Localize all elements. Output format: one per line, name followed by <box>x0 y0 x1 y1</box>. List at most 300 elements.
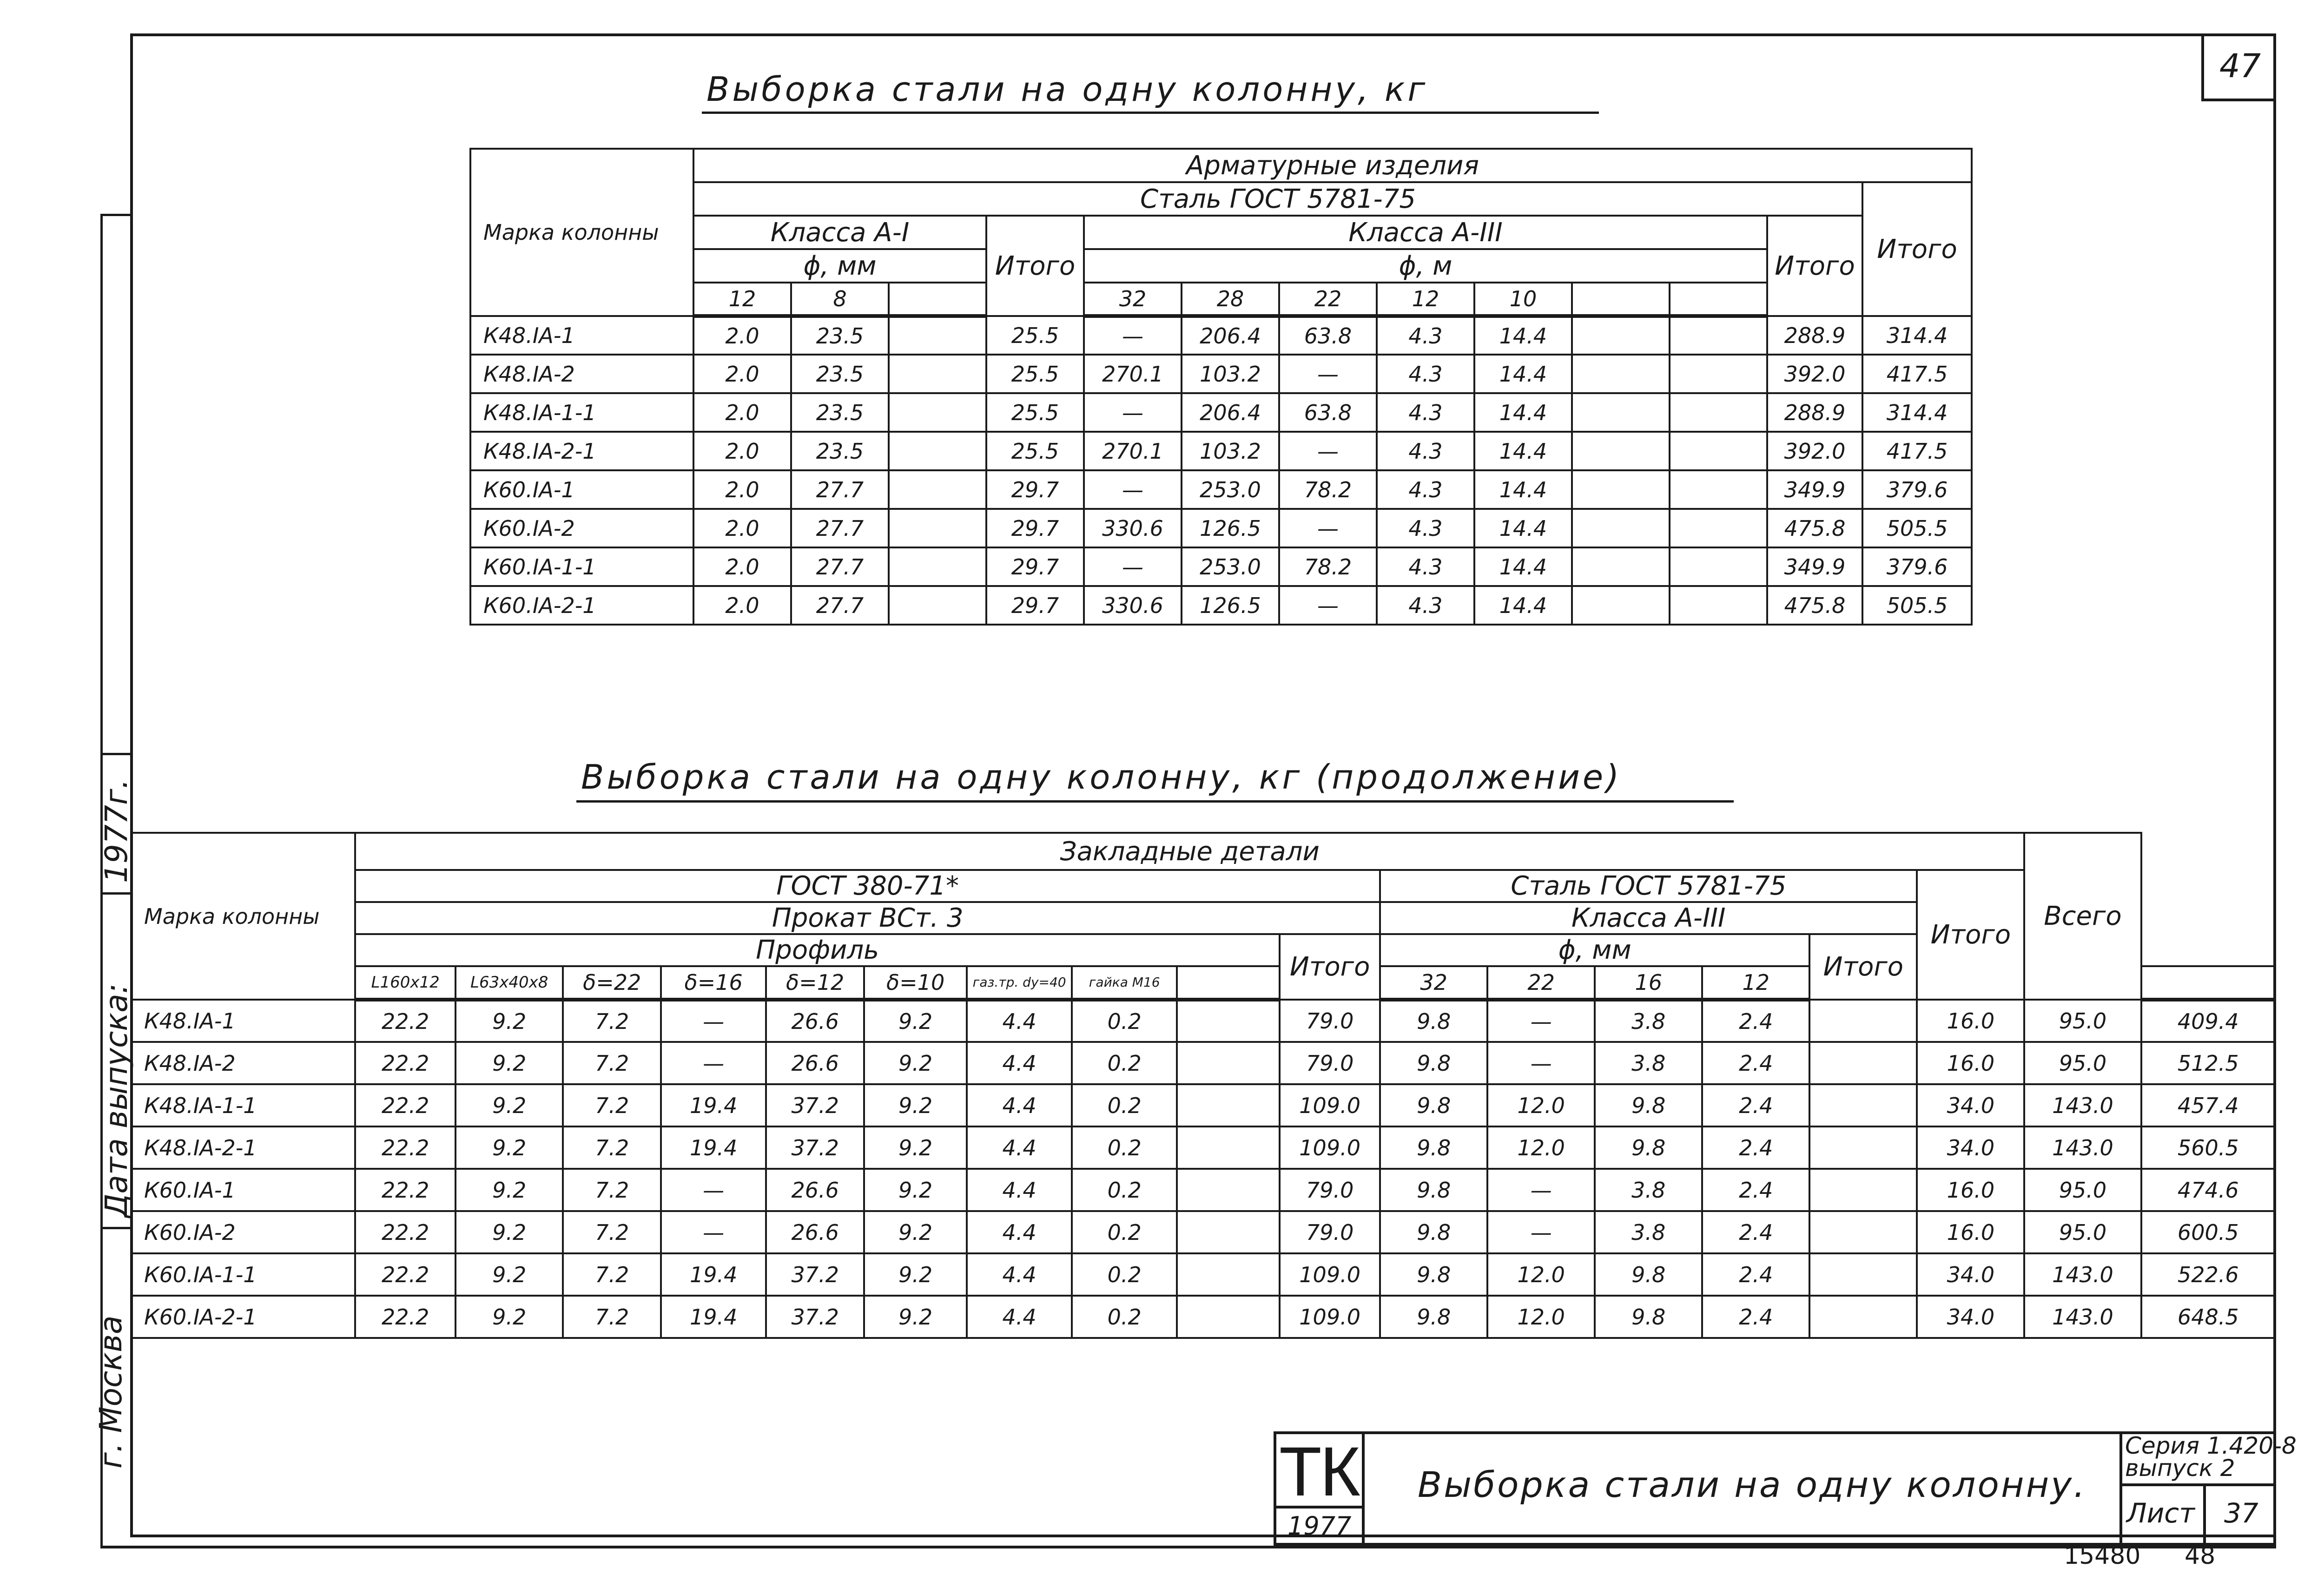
value-cell: 4.4 <box>967 1000 1072 1042</box>
value-cell: — <box>1084 470 1182 509</box>
value-cell: 9.2 <box>864 1000 967 1042</box>
mark-cell: К48.IА-2-1 <box>470 432 693 470</box>
value-cell: 330.6 <box>1084 509 1182 547</box>
grand-total-cell: 457.4 <box>2141 1084 2275 1126</box>
stamp-year: 1977 <box>1287 1511 1352 1541</box>
value-cell: 22.2 <box>355 1084 456 1126</box>
subtotal-cell: 16.0 <box>1917 1211 2024 1253</box>
subtotal-cell: 288.9 <box>1767 393 1862 432</box>
value-cell: 22.2 <box>355 1296 456 1338</box>
issue-year: 1977г. <box>99 779 134 883</box>
value-cell <box>1177 1253 1280 1296</box>
total-cell: 314.4 <box>1862 393 1972 432</box>
value-cell: 14.4 <box>1474 432 1572 470</box>
value-cell: 0.2 <box>1072 1253 1177 1296</box>
mark-cell: К60.IА-2-1 <box>131 1296 355 1338</box>
value-cell: 4.4 <box>967 1211 1072 1253</box>
value-cell <box>889 509 986 547</box>
value-cell: 14.4 <box>1474 393 1572 432</box>
value-cell: 22.2 <box>355 1169 456 1211</box>
diameter-cell <box>889 283 986 316</box>
value-cell: 206.4 <box>1182 393 1279 432</box>
value-cell: 7.2 <box>563 1211 661 1253</box>
value-cell: 37.2 <box>766 1126 864 1169</box>
value-cell <box>1809 1296 1917 1338</box>
value-cell <box>1809 1000 1917 1042</box>
value-cell: 9.8 <box>1380 1084 1487 1126</box>
value-cell: 253.0 <box>1182 547 1279 586</box>
value-cell: 2.0 <box>693 547 791 586</box>
header-subtotal1: Итого <box>1280 934 1380 1000</box>
value-cell: 22.2 <box>355 1042 456 1084</box>
value-cell: 4.3 <box>1377 355 1474 393</box>
header-steel: Сталь ГОСТ 5781-75 <box>693 182 1862 216</box>
mark-cell: К48.IА-2-1 <box>131 1126 355 1169</box>
value-cell: 2.4 <box>1702 1126 1809 1169</box>
diameter-cell: 16 <box>1595 966 1702 1000</box>
value-cell: 2.0 <box>693 509 791 547</box>
value-cell: 0.2 <box>1072 1169 1177 1211</box>
value-cell: 9.2 <box>456 1211 563 1253</box>
value-cell: 22.2 <box>355 1253 456 1296</box>
grand-total-cell: 600.5 <box>2141 1211 2275 1253</box>
value-cell: 9.2 <box>864 1169 967 1211</box>
total-cell: 143.0 <box>2024 1126 2141 1169</box>
value-cell: — <box>1279 586 1377 625</box>
subtotal-cell: 29.7 <box>986 470 1084 509</box>
total-cell: 379.6 <box>1862 547 1972 586</box>
grand-total-cell: 474.6 <box>2141 1169 2275 1211</box>
mark-cell: К48.IА-1 <box>131 1000 355 1042</box>
total-cell: 505.5 <box>1862 586 1972 625</box>
value-cell: 0.2 <box>1072 1000 1177 1042</box>
value-cell <box>1809 1169 1917 1211</box>
value-cell: 126.5 <box>1182 509 1279 547</box>
value-cell: 9.2 <box>456 1000 563 1042</box>
value-cell: 4.3 <box>1377 393 1474 432</box>
subtotal-cell: 29.7 <box>986 586 1084 625</box>
diameter-cell <box>2141 966 2275 1000</box>
value-cell: 26.6 <box>766 1169 864 1211</box>
subtotal-cell: 29.7 <box>986 509 1084 547</box>
value-cell: 0.2 <box>1072 1126 1177 1169</box>
value-cell <box>1572 509 1670 547</box>
mark-cell: К48.IА-1-1 <box>131 1084 355 1126</box>
header-class3: Класса А-III <box>1380 902 1917 934</box>
table-row <box>131 1169 2275 1211</box>
value-cell <box>1670 355 1767 393</box>
value-cell: 3.8 <box>1595 1211 1702 1253</box>
table2-title: Выборка стали на одну колонну, кг (продолжение) <box>581 758 1622 797</box>
table-row <box>470 432 1972 470</box>
table-row <box>131 1296 2275 1338</box>
sheet-number: 47 <box>2201 33 2276 101</box>
value-cell: — <box>661 1169 766 1211</box>
value-cell: 9.2 <box>456 1084 563 1126</box>
value-cell <box>1670 547 1767 586</box>
header-mark: Марка колонны <box>131 833 355 1000</box>
value-cell: 3.8 <box>1595 1000 1702 1042</box>
value-cell: 12.0 <box>1487 1084 1595 1126</box>
value-cell <box>1809 1042 1917 1084</box>
total-cell: 143.0 <box>2024 1084 2141 1126</box>
value-cell: 7.2 <box>563 1296 661 1338</box>
value-cell: 14.4 <box>1474 547 1572 586</box>
value-cell: 2.4 <box>1702 1169 1809 1211</box>
value-cell: 27.7 <box>791 586 889 625</box>
mark-cell: К60.IА-1 <box>131 1169 355 1211</box>
header-phi: ϕ, мм <box>1380 934 1809 966</box>
value-cell: 9.2 <box>456 1126 563 1169</box>
value-cell: 4.3 <box>1377 316 1474 355</box>
value-cell: 19.4 <box>661 1253 766 1296</box>
value-cell: 78.2 <box>1279 470 1377 509</box>
value-cell <box>1572 432 1670 470</box>
value-cell <box>1809 1084 1917 1126</box>
table-row <box>470 509 1972 547</box>
value-cell: 4.3 <box>1377 509 1474 547</box>
subtotal-cell: 109.0 <box>1280 1084 1380 1126</box>
value-cell <box>1572 355 1670 393</box>
value-cell: 2.4 <box>1702 1000 1809 1042</box>
value-cell <box>889 432 986 470</box>
value-cell: 9.8 <box>1380 1169 1487 1211</box>
value-cell: 9.2 <box>864 1253 967 1296</box>
value-cell: 7.2 <box>563 1084 661 1126</box>
subtotal-cell: 79.0 <box>1280 1042 1380 1084</box>
value-cell: 14.4 <box>1474 586 1572 625</box>
header-phi3: ϕ, м <box>1084 249 1767 283</box>
value-cell <box>1572 586 1670 625</box>
value-cell: 12.0 <box>1487 1296 1595 1338</box>
value-cell: — <box>1487 1000 1595 1042</box>
value-cell: 9.8 <box>1380 1296 1487 1338</box>
value-cell: 22.2 <box>355 1211 456 1253</box>
profile-header-cell: L160x12 <box>355 966 456 1000</box>
value-cell: 14.4 <box>1474 316 1572 355</box>
subtotal-cell: 34.0 <box>1917 1126 2024 1169</box>
value-cell: 9.8 <box>1380 1253 1487 1296</box>
header-total: Итого <box>1917 870 2024 1000</box>
value-cell: — <box>1279 355 1377 393</box>
strip-divider <box>100 214 130 216</box>
table-row <box>470 586 1972 625</box>
value-cell: 126.5 <box>1182 586 1279 625</box>
header-steel: Сталь ГОСТ 5781-75 <box>1380 870 1917 902</box>
value-cell: — <box>1084 316 1182 355</box>
value-cell <box>889 470 986 509</box>
grand-total-cell: 522.6 <box>2141 1253 2275 1296</box>
value-cell: 37.2 <box>766 1084 864 1126</box>
value-cell: 2.0 <box>693 586 791 625</box>
subtotal-cell: 392.0 <box>1767 432 1862 470</box>
value-cell <box>1572 316 1670 355</box>
value-cell: 330.6 <box>1084 586 1182 625</box>
stamp-issue: выпуск 2 <box>2125 1455 2235 1482</box>
value-cell <box>1177 1126 1280 1169</box>
value-cell <box>1177 1211 1280 1253</box>
value-cell: 7.2 <box>563 1169 661 1211</box>
value-cell: 9.8 <box>1595 1253 1702 1296</box>
value-cell: 2.4 <box>1702 1296 1809 1338</box>
header-group: Закладные детали <box>355 833 2024 870</box>
value-cell <box>889 393 986 432</box>
value-cell: 103.2 <box>1182 355 1279 393</box>
value-cell <box>1572 547 1670 586</box>
value-cell: 4.3 <box>1377 586 1474 625</box>
mark-cell: К48.IА-1 <box>470 316 693 355</box>
value-cell: 9.2 <box>456 1296 563 1338</box>
value-cell: 0.2 <box>1072 1211 1177 1253</box>
grand-total-cell: 648.5 <box>2141 1296 2275 1338</box>
total-cell: 314.4 <box>1862 316 1972 355</box>
value-cell <box>1670 432 1767 470</box>
subtotal-cell: 25.5 <box>986 316 1084 355</box>
value-cell: 2.0 <box>693 470 791 509</box>
value-cell <box>1670 470 1767 509</box>
page-number: 48 <box>2185 1542 2216 1570</box>
value-cell: 2.4 <box>1702 1211 1809 1253</box>
diameter-cell: 8 <box>791 283 889 316</box>
stamp-sheet-label: Лист <box>2126 1497 2195 1529</box>
stamp-sheet-value: 37 <box>2224 1497 2258 1529</box>
header-rolled: Прокат ВСт. 3 <box>355 902 1380 934</box>
value-cell: 0.2 <box>1072 1296 1177 1338</box>
diameter-cell <box>1670 283 1767 316</box>
mark-cell: К60.IА-1-1 <box>470 547 693 586</box>
strip-divider <box>100 1227 130 1229</box>
profile-header-cell: δ=16 <box>661 966 766 1000</box>
value-cell: 3.8 <box>1595 1042 1702 1084</box>
value-cell: — <box>661 1042 766 1084</box>
table-row <box>131 1211 2275 1253</box>
value-cell: — <box>1279 509 1377 547</box>
value-cell <box>1177 1169 1280 1211</box>
profile-header-cell: газ.тр. dу=40 <box>967 966 1072 1000</box>
value-cell <box>1177 1042 1280 1084</box>
total-cell: 379.6 <box>1862 470 1972 509</box>
value-cell: 4.4 <box>967 1296 1072 1338</box>
value-cell: 63.8 <box>1279 316 1377 355</box>
value-cell: 14.4 <box>1474 470 1572 509</box>
value-cell <box>1670 586 1767 625</box>
value-cell: 7.2 <box>563 1126 661 1169</box>
table-row <box>131 1042 2275 1084</box>
value-cell: 78.2 <box>1279 547 1377 586</box>
rebar-table <box>469 148 1973 626</box>
subtotal-cell: 79.0 <box>1280 1000 1380 1042</box>
strip-divider <box>100 753 130 755</box>
value-cell: 2.0 <box>693 432 791 470</box>
value-cell: 9.8 <box>1595 1296 1702 1338</box>
city-label: г. Москва <box>93 1315 129 1469</box>
subtotal-cell: 392.0 <box>1767 355 1862 393</box>
header-subtotal1: Итого <box>986 216 1084 316</box>
value-cell: 0.2 <box>1072 1084 1177 1126</box>
value-cell: — <box>661 1211 766 1253</box>
grand-total-cell: 512.5 <box>2141 1042 2275 1084</box>
diameter-cell: 22 <box>1279 283 1377 316</box>
value-cell: 4.3 <box>1377 470 1474 509</box>
header-total: Итого <box>1862 182 1972 316</box>
value-cell: 2.0 <box>693 393 791 432</box>
value-cell: 7.2 <box>563 1042 661 1084</box>
table1-title: Выборка стали на одну колонну, кг <box>706 70 1428 109</box>
subtotal-cell: 34.0 <box>1917 1296 2024 1338</box>
value-cell: 22.2 <box>355 1126 456 1169</box>
mark-cell: К48.IА-2 <box>131 1042 355 1084</box>
value-cell: 0.2 <box>1072 1042 1177 1084</box>
strip-divider <box>100 892 130 895</box>
value-cell: 4.3 <box>1377 547 1474 586</box>
diameter-cell: 12 <box>1702 966 1809 1000</box>
total-cell: 95.0 <box>2024 1211 2141 1253</box>
value-cell: 2.4 <box>1702 1253 1809 1296</box>
value-cell <box>889 547 986 586</box>
value-cell: 2.4 <box>1702 1084 1809 1126</box>
value-cell: — <box>1487 1169 1595 1211</box>
stamp-divider <box>2119 1431 2122 1546</box>
value-cell <box>1809 1126 1917 1169</box>
profile-header-cell: δ=12 <box>766 966 864 1000</box>
table-row <box>470 316 1972 355</box>
value-cell: 12.0 <box>1487 1253 1595 1296</box>
value-cell: 2.0 <box>693 316 791 355</box>
value-cell: 9.2 <box>864 1296 967 1338</box>
total-cell: 143.0 <box>2024 1253 2141 1296</box>
value-cell: 27.7 <box>791 470 889 509</box>
value-cell <box>1670 316 1767 355</box>
table-row <box>470 393 1972 432</box>
subtotal-cell: 16.0 <box>1917 1042 2024 1084</box>
total-cell: 417.5 <box>1862 355 1972 393</box>
value-cell: 9.8 <box>1380 1000 1487 1042</box>
value-cell: 37.2 <box>766 1296 864 1338</box>
value-cell: 9.2 <box>864 1126 967 1169</box>
value-cell: 19.4 <box>661 1084 766 1126</box>
subtotal-cell: 475.8 <box>1767 586 1862 625</box>
diameter-cell: 12 <box>1377 283 1474 316</box>
mark-cell: К60.IА-2 <box>470 509 693 547</box>
stamp-title: Выборка стали на одну колонну. <box>1418 1464 2087 1505</box>
value-cell: — <box>661 1000 766 1042</box>
subtotal-cell: 29.7 <box>986 547 1084 586</box>
header-class3: Класса А-III <box>1084 216 1767 249</box>
value-cell: 270.1 <box>1084 432 1182 470</box>
frame-bottom-line <box>100 1546 2276 1548</box>
header-gost380: ГОСТ 380-71* <box>355 870 1380 902</box>
value-cell: 7.2 <box>563 1253 661 1296</box>
value-cell: 23.5 <box>791 316 889 355</box>
value-cell: — <box>1084 547 1182 586</box>
subtotal-cell: 475.8 <box>1767 509 1862 547</box>
diameter-cell: 32 <box>1380 966 1487 1000</box>
value-cell: 9.2 <box>864 1211 967 1253</box>
profile-header-cell: гайка М16 <box>1072 966 1177 1000</box>
value-cell <box>1177 1000 1280 1042</box>
value-cell <box>1809 1253 1917 1296</box>
table-row <box>470 547 1972 586</box>
diameter-cell: 32 <box>1084 283 1182 316</box>
grand-total-cell: 560.5 <box>2141 1126 2275 1169</box>
header-subtotal3: Итого <box>1767 216 1862 316</box>
value-cell <box>1670 393 1767 432</box>
value-cell <box>1572 470 1670 509</box>
value-cell: 206.4 <box>1182 316 1279 355</box>
value-cell: 26.6 <box>766 1000 864 1042</box>
value-cell: 103.2 <box>1182 432 1279 470</box>
value-cell: 9.2 <box>456 1042 563 1084</box>
subtotal-cell: 16.0 <box>1917 1000 2024 1042</box>
diameter-cell: 28 <box>1182 283 1279 316</box>
mark-cell: К60.IА-1 <box>470 470 693 509</box>
value-cell: 3.8 <box>1595 1169 1702 1211</box>
mark-cell: К60.IА-1-1 <box>131 1253 355 1296</box>
value-cell <box>889 316 986 355</box>
value-cell: 2.0 <box>693 355 791 393</box>
profile-header-cell: δ=22 <box>563 966 661 1000</box>
header-profile: Профиль <box>355 934 1280 966</box>
order-number: 15480 <box>2064 1542 2141 1570</box>
value-cell: — <box>1279 432 1377 470</box>
header-grand: Всего <box>2024 833 2141 1000</box>
diameter-cell: 12 <box>693 283 791 316</box>
title-underline <box>702 112 1599 114</box>
mark-cell: К48.IА-1-1 <box>470 393 693 432</box>
total-cell: 95.0 <box>2024 1042 2141 1084</box>
profile-header-cell: L63x40x8 <box>456 966 563 1000</box>
value-cell: 12.0 <box>1487 1126 1595 1169</box>
value-cell: 27.7 <box>791 547 889 586</box>
subtotal-cell: 34.0 <box>1917 1084 2024 1126</box>
value-cell: 22.2 <box>355 1000 456 1042</box>
table-row <box>131 1084 2275 1126</box>
subtotal-cell: 25.5 <box>986 432 1084 470</box>
total-cell: 505.5 <box>1862 509 1972 547</box>
value-cell <box>1177 1084 1280 1126</box>
value-cell: 9.8 <box>1380 1126 1487 1169</box>
total-cell: 417.5 <box>1862 432 1972 470</box>
value-cell: 4.3 <box>1377 432 1474 470</box>
header-group: Арматурные изделия <box>693 149 1972 182</box>
value-cell: — <box>1084 393 1182 432</box>
value-cell <box>1177 1296 1280 1338</box>
diameter-cell <box>1572 283 1670 316</box>
subtotal-cell: 109.0 <box>1280 1253 1380 1296</box>
mark-cell: К48.IА-2 <box>470 355 693 393</box>
value-cell: 23.5 <box>791 355 889 393</box>
value-cell: 23.5 <box>791 393 889 432</box>
value-cell <box>1572 393 1670 432</box>
value-cell: 23.5 <box>791 432 889 470</box>
mark-cell: К60.IА-2-1 <box>470 586 693 625</box>
value-cell: 9.8 <box>1595 1084 1702 1126</box>
table-row <box>470 355 1972 393</box>
value-cell: 4.4 <box>967 1126 1072 1169</box>
subtotal-cell: 79.0 <box>1280 1169 1380 1211</box>
header-phi1: ϕ, мм <box>693 249 986 283</box>
value-cell: 9.8 <box>1380 1211 1487 1253</box>
table-row <box>131 1253 2275 1296</box>
value-cell: 2.4 <box>1702 1042 1809 1084</box>
value-cell <box>889 355 986 393</box>
header-class1: Класса А-I <box>693 216 986 249</box>
subtotal-cell: 34.0 <box>1917 1253 2024 1296</box>
grand-total-cell: 409.4 <box>2141 1000 2275 1042</box>
table-row <box>470 470 1972 509</box>
value-cell: 63.8 <box>1279 393 1377 432</box>
value-cell: 14.4 <box>1474 355 1572 393</box>
